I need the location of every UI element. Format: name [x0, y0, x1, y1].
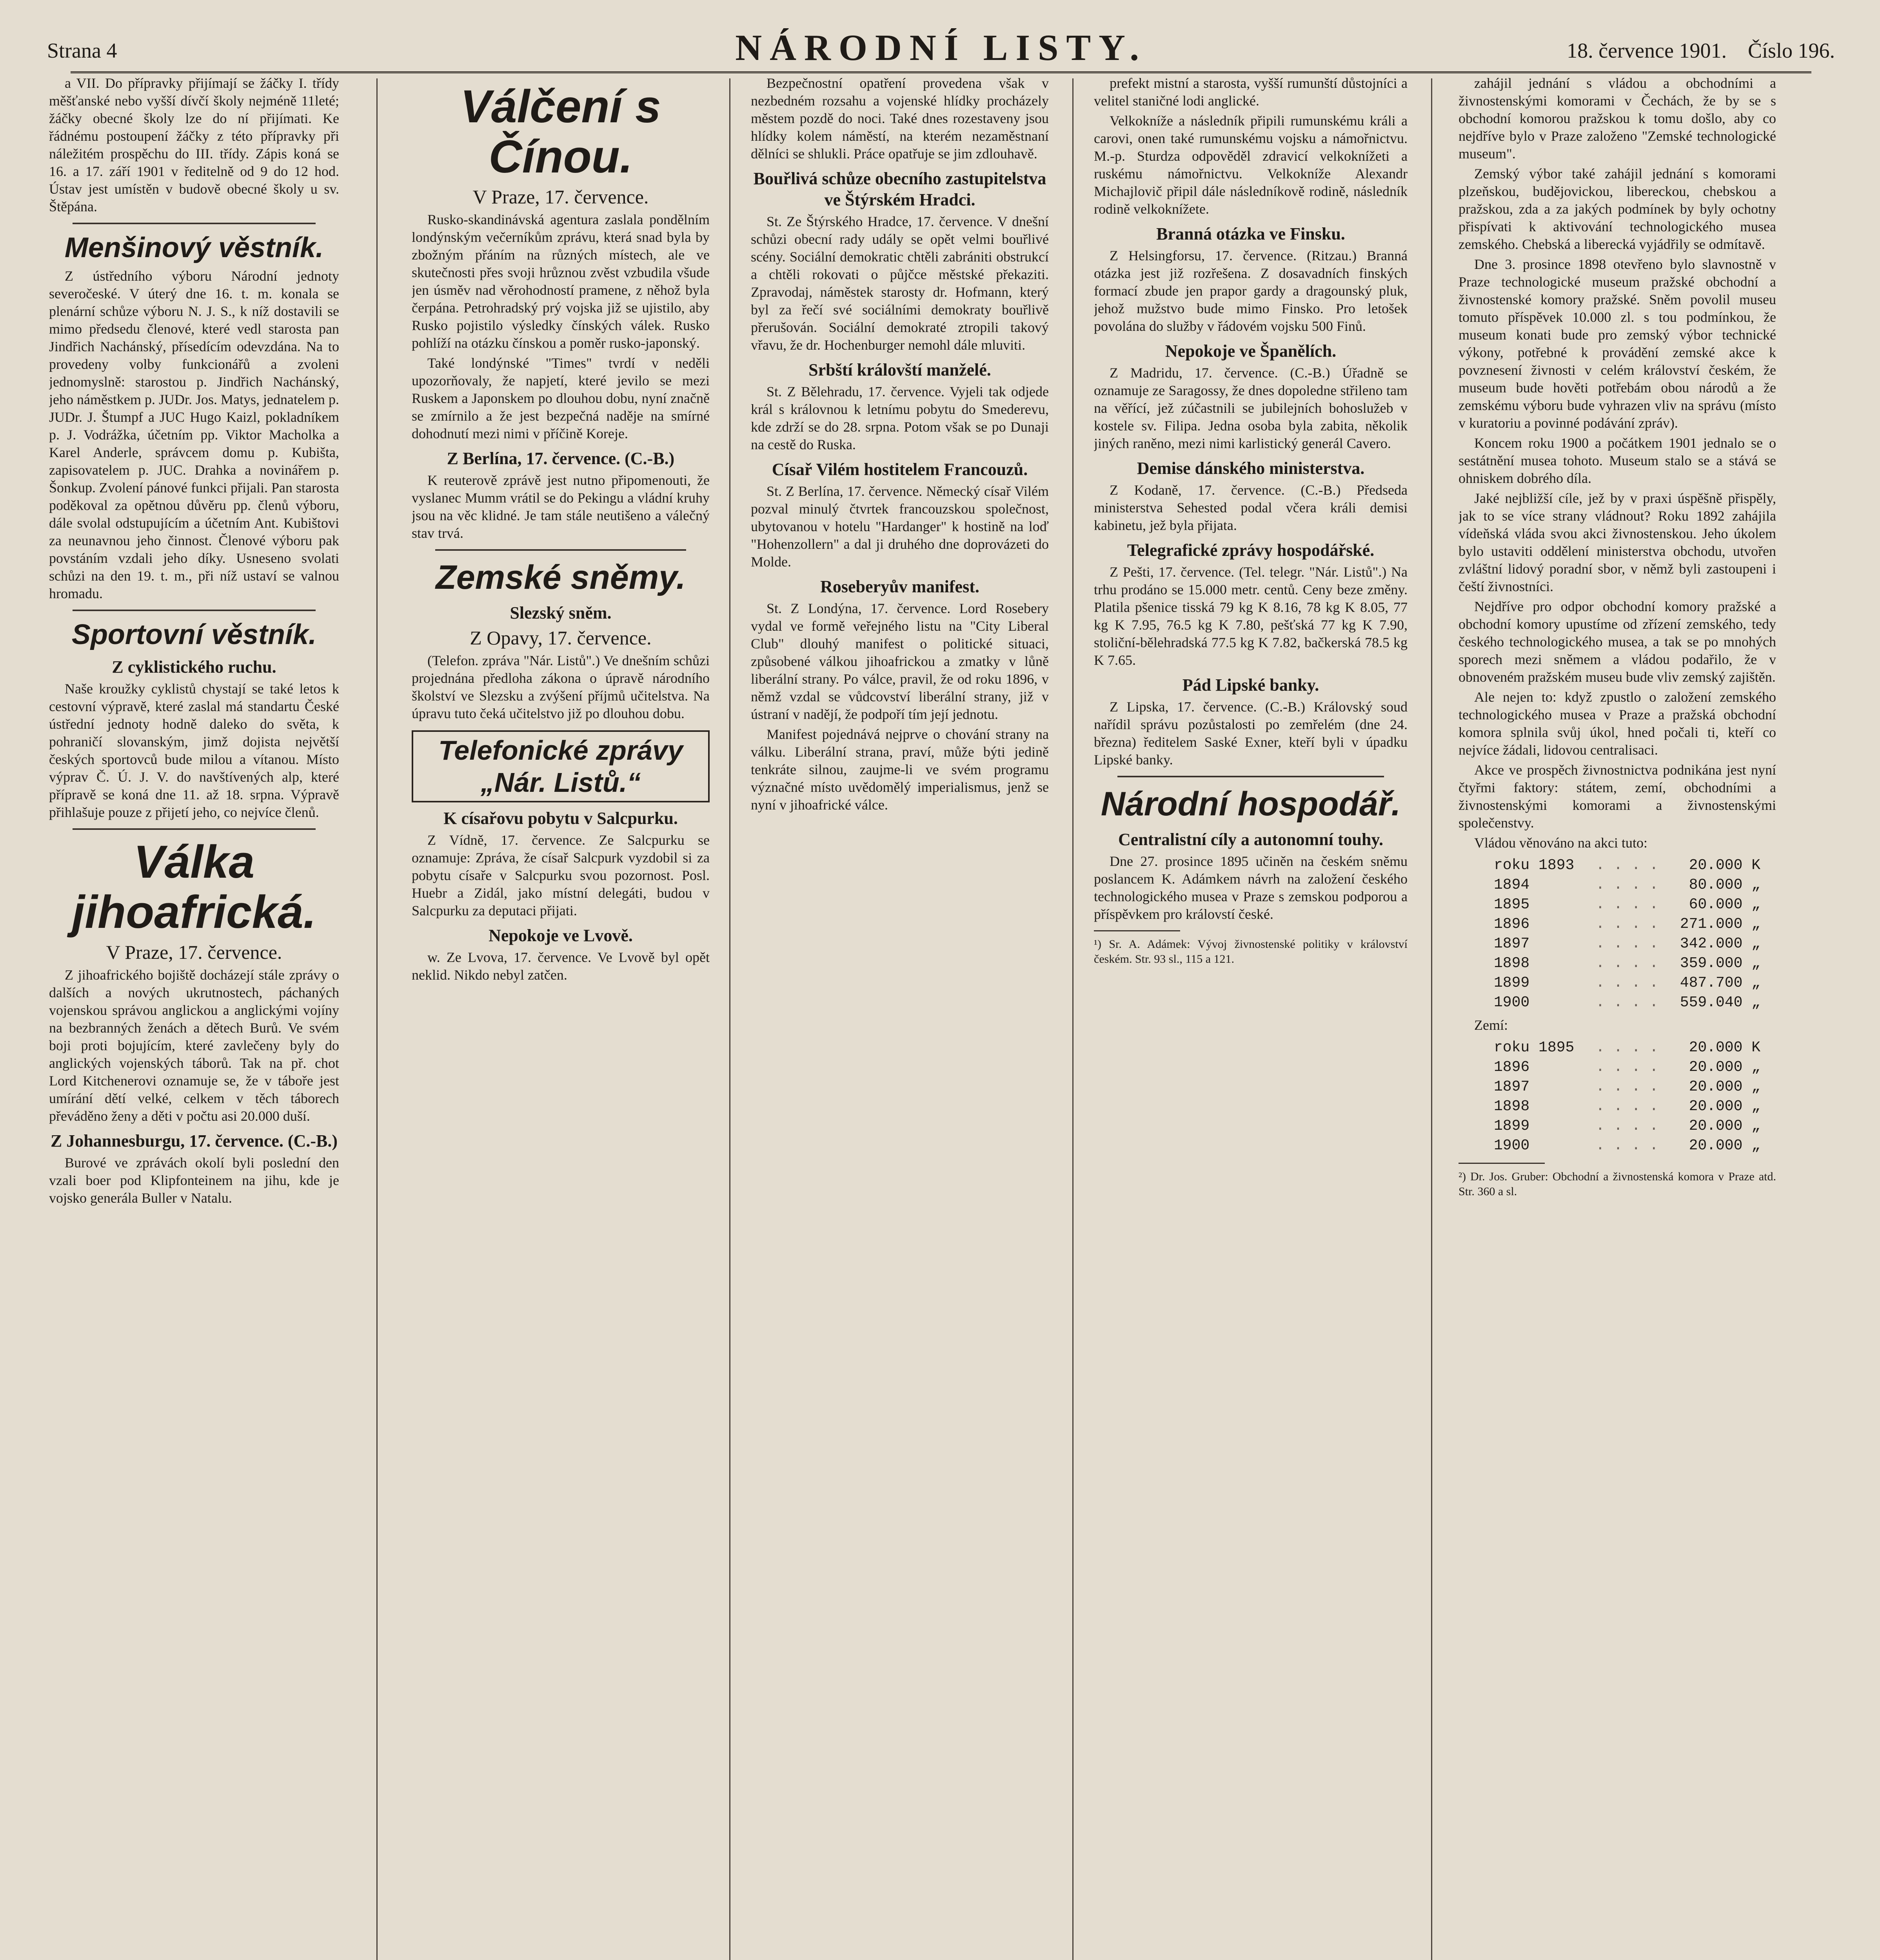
leader-dots: . . . .: [1596, 916, 1658, 933]
article-text: St. Z Berlína, 17. července. Německý císař Vilém pozval minulý čtvrtek francouzskou společnost, ubytovanou v hotelu "Hardanger" k hostině na loď "Hohenzollern" a dal ji druhého dne doprovázeti do Molde.: [751, 483, 1049, 570]
article-text: Z Helsingforsu, 17. července. (Ritzau.) Branná otázka jest již rozřešena. Z dosavadních finských formací zbude jen prapor gardy a dragounský pluk, jehož mužstvo bude mimo Finsko. Pro letošek povolána do služby v řádovém vojsku 500 Finů.: [1094, 248, 1408, 334]
section-heading: Válka jihoafrická.: [72, 836, 316, 938]
article-text: Také londýnské "Times" tvrdí v neděli upozorňovaly, že napjetí, které jevilo se mezi Ruskem a Japonskem po dlouhou dobu, nyní značně se zmírnilo a že jest bezpečná naděje na smírné dohodnutí mezi nimi v příčině Koreje.: [412, 355, 710, 441]
table-year: 1899: [1494, 1118, 1530, 1134]
article-text: zahájil jednání s vládou a obchodními a živnostenskými komorami v Čechách, že by se s obchodní komorou pražskou k tomu došlo, aby co nejdříve bylo v Praze založeno "Zemské technologické museum".: [1459, 75, 1776, 162]
section-rule: [73, 828, 316, 830]
article-subheading: Z Johannesburgu, 17. července. (C.-B.): [50, 1131, 338, 1151]
article-text: St. Z Bělehradu, 17. července. Vyjeli tak odjede král s královnou k letnímu pobytu do Smederevu, kde zdrží se do 28. srpna. Potom však se po Dunaji na cestě do Ruska.: [751, 384, 1049, 452]
masthead-title: NÁRODNÍ LISTY.: [735, 27, 1147, 68]
article-subheading: K císařovu pobytu v Salcpurku.: [443, 809, 678, 828]
article-text: Z jihoafrického bojiště docházejí stále zprávy o dalších a nových ukrutnostech, páchaných vojenskou správou anglickou a anglickými vojíny na bezbranných ženách a dětech Burů. Ve svém boji proti bojujícím, které zavlečeny byly do anglických vojenských táborů. Tak na př. chot Lord Kitchenerovi oznamuje se, že v táboře jest umírání dětí velké, celkem v těch táborech převáděno ženy a děti v počtu asi 20.000 duší.: [49, 967, 339, 1124]
table-year: 1894: [1494, 877, 1530, 893]
table-row: [1494, 875, 1776, 895]
table-amount: 359.000 „: [1680, 955, 1760, 972]
column-1: [49, 74, 339, 1960]
table-year: 1896: [1494, 916, 1530, 933]
section-rule: [1117, 776, 1384, 777]
article-text: Dne 3. prosince 1898 otevřeno bylo slavnostně v Praze technologické museum pražské obchodní a živnostenské komory pražské. Sněm povolil museu tomuto příspěvek 10.000 zl. s tou podmínkou, že museum konati bude pro zemský výbor technické výkony, potřebné k provádění zemské akce k povznesení živnosti v celém království českém, že museum bude hověti potřebám obou národů a že zemskému výboru bude vyhrazen vliv na správu (místo v kuratoriu a povinné podávání zpráv).: [1459, 256, 1776, 431]
table-amount: 20.000 „: [1689, 1098, 1760, 1115]
table-amount: 487.700 „: [1680, 975, 1760, 991]
table-amount: 60.000 „: [1689, 896, 1760, 913]
table-year: 1897: [1494, 935, 1530, 952]
article-text: Z ústředního výboru Národní jednoty severočeské. V úterý dne 16. t. m. konala se plenární schůze výboru N. J. S., k níž dostavili se mimo předsedu členové, které vedl starosta pan Jindřich Nachánský, přísedícím odevzdána. Na to provedeny volby funkcionářů a zvoleni jednomyslně: starostou p. Jindřich Nachánský, jeho náměstkem p. JUDr. Jos. Matys, jednatelem p. JUDr. J. Štumpf a JUC Hugo Kaizl, pokladníkem p. J. Vodrážka, účetním pp. Viktor Macholka a Karel Anderle, správcem domu p. Kubišta, zapisovatelem p. JUC. Drahka a novinářem p. Šonkup. Zvolení pánové funkci přijali. Pan starosta poděkoval za opětnou důvěru pp. členů výboru, dále svolal odstupujícím a účetním Ant. Kubištovi za neunavnou jeho činnost. Členové výboru pak povstáním vzdali jeho díky. Usneseno svolati schůzi na den 19. t. m., při níž ustaví se valnou hromadu.: [49, 268, 339, 601]
leader-dots: . . . .: [1596, 1098, 1658, 1115]
section-heading: Válčení s Čínou.: [460, 81, 661, 183]
article-text: Ale nejen to: když zpustlo o založení zemského technologického musea v Praze a pražská obchodní komora splnila svůj úkol, hned počali ti, kteří co nejvíce žádali, lidovou centralisaci.: [1459, 689, 1776, 758]
leader-dots: . . . .: [1596, 935, 1658, 952]
table-row: [1494, 915, 1776, 934]
dateline: Z Opavy, 17. července.: [470, 627, 652, 649]
table-row: [1494, 856, 1776, 875]
leader-dots: . . . .: [1596, 955, 1658, 972]
footnote: ²) Dr. Jos. Gruber: Obchodní a živnostenská komora v Praze atd. Str. 360 a sl.: [1459, 1170, 1776, 1198]
article-text: Manifest pojednává nejprve o chování strany na válku. Liberální strana, praví, může býti jedině tenkráte silnou, zaujme-li ve svém programu význačné místo uvědomělý imperialismus, jenž se nyní v jihoafrické válce.: [751, 726, 1049, 813]
table-row: [1494, 1097, 1776, 1116]
leader-dots: . . . .: [1596, 857, 1658, 874]
article-subheading: Centralistní cíly a autonomní touhy.: [1118, 830, 1383, 849]
article-subheading: Císař Vilém hostitelem Francouzů.: [772, 460, 1028, 479]
leader-dots: . . . .: [1596, 877, 1658, 893]
column-divider: [729, 78, 730, 1960]
article-text: St. Ze Štýrského Hradce, 17. července. V dnešní schůzi obecní rady udály se opět velmi bouřlivé scény. Sociální demokratic chtěli zabrániti obstrukcí a chtěli rokovati o půjčce městské překaziti. Zpravodaj, náměstek starosty dr. Hofmann, který byl za řečí své sociálními demokraty bouřlivě přerušován. Sociální demokraté ztropili takový vřavu, že dr. Hochenburger nemohl dále mluviti.: [751, 214, 1049, 353]
article-subheading: Branná otázka ve Finsku.: [1156, 224, 1345, 243]
table-year: 1895: [1494, 896, 1530, 913]
table-amount: 20.000 K: [1689, 857, 1760, 874]
header-rule: [71, 71, 1811, 73]
table-row: [1494, 1038, 1776, 1058]
article-subheading: Z cyklistického ruchu.: [112, 657, 276, 677]
article-subheading: Bouřlivá schůze obecního zastupitelstva ve Štýrském Hradci.: [753, 169, 1046, 209]
article-subheading: Nepokoje ve Lvově.: [489, 926, 633, 945]
leader-dots: . . . .: [1596, 1118, 1658, 1134]
table-year: 1897: [1494, 1078, 1530, 1095]
article-text: Rusko-skandinávská agentura zaslala pondělním londýnským večerníkům zprávu, která snad byla by zbožným přáním na různých místech, ale ve skutečnosti přes svoji hrůznou zvěst vzbudila všude jen úsměv nad věrohodností pramene, z něhož byla čerpána. Petrohradský prý vojska již se ujistilo, aby Rusko pojistilo výsledky čínských válek. Rusko pohlíží na otázku čínskou a poměr rusko-japonský.: [412, 212, 710, 351]
leader-dots: . . . .: [1596, 1078, 1658, 1095]
article-text: Burové ve zprávách okolí byli poslední den vzali boer pod Klipfonteinem na jihu, kde je vojsko generála Buller v Natalu.: [49, 1155, 339, 1206]
table-row: [1494, 934, 1776, 954]
article-text: Z Lipska, 17. července. (C.-B.) Královský soud nařídil správu pozůstalosti po zemřelém (dne 24. března) ředitelem Saské Exner, kteří byli v úpadku Lipské banky.: [1094, 699, 1408, 768]
article-text: Z Madridu, 17. července. (C.-B.) Úřadně se oznamuje ze Saragossy, že dnes dopoledne střileno tam na věřící, jež zúčastnili se jubilejních bohoslužeb v kostele sv. Filipa. Jedna osoba byla zabita, několik jiných raněno, mezi nimi karlistický generál Cavero.: [1094, 365, 1408, 451]
article-text: Naše kroužky cyklistů chystají se také letos k cestovní výpravě, které zaslal má standartu České ústřední jednoty hodně daleko do světa, k pohraničí slovanským, jimž dojista největší českých sportovců bude milou a vítanou. Místo výprav Č. Ú. J. V. do navštívených alp, které přípravě se koná dne 11. až 18. srpna. Výpravě přihlašuje pouze z přijetí jeho, co nejvíce členů.: [49, 681, 339, 820]
article-text: Zemský výbor také zahájil jednání s komorami plzeňskou, budějovickou, libereckou, chebskou a pražskou, zda a za jakých podmínek by byly ochotny přispívati k aktivování technologického musea zemského. Chebská a liberecká vyjádřily se odmítavě.: [1459, 166, 1776, 252]
table-row: [1494, 993, 1776, 1013]
footnote-rule: [1459, 1163, 1545, 1164]
article-subheading: Nepokoje ve Španělích.: [1165, 341, 1337, 361]
leader-dots: . . . .: [1596, 994, 1658, 1011]
article-text: w. Ze Lvova, 17. července. Ve Lvově byl opět neklid. Nikdo nebyl zatčen.: [412, 949, 710, 983]
table-row: [1494, 1136, 1776, 1156]
article-text: St. Z Londýna, 17. července. Lord Rosebery vydal ve formě veřejného listu na "City Liberal Club" dlouhý manifest o politické situaci, způsobené válkou jihoafrickou a zmatky v lůně liberální strany. Po válce, pravil, že od roku 1896, v němž vzdal se vůdcovství liberální strany, již v ústraní v nadějí, že podpoří tím její jednotu.: [751, 601, 1049, 722]
issue-number: Číslo 196.: [1747, 39, 1835, 62]
issue-date: [1567, 38, 1835, 63]
article-text: a VII. Do přípravky přijímají se žáčky I. třídy měšťanské nebo vyšší dívčí školy nejméně 11leté; žáčky obecné školy lze do ní přijímati. Ke řádnému postoupení žáčky z této přípravky při náležitém prospěchu do III. třídy. Zápis koná se 16. a 17. září 1901 v ředitelně od 9 do 12 hod. Ústav jest umístěn v budově obecné školy u sv. Štěpána.: [49, 75, 339, 214]
table-year: roku 1895: [1494, 1039, 1575, 1056]
column-3: [751, 74, 1049, 1960]
table-year: 1899: [1494, 975, 1530, 991]
section-heading: Sportovní věstník.: [71, 619, 317, 650]
table-amount: 20.000 K: [1689, 1039, 1760, 1056]
article-text: Z Kodaně, 17. července. (C.-B.) Předseda ministerstva Sehested podal včera králi demisi kabinetu, jež byla přijata.: [1094, 482, 1408, 533]
funding-table-land: [1494, 1038, 1776, 1156]
column-divider: [1072, 78, 1074, 1960]
article-text: Z Vídně, 17. července. Ze Salcpurku se oznamuje: Zpráva, že císař Salcpurk vyzdobil si za pobytu císaře v Salcpurku svou pozornost. Posl. Huebr a Zidál, jako místní delegáti, budou v Salcpurku za deputaci přijati.: [412, 832, 710, 918]
table-amount: 271.000 „: [1680, 916, 1760, 933]
table-title: Vládou věnováno na akci tuto:: [1474, 835, 1647, 851]
leader-dots: . . . .: [1596, 1039, 1658, 1056]
table-amount: 559.040 „: [1680, 994, 1760, 1011]
article-text: Z Pešti, 17. července. (Tel. telegr. "Nár. Listů".) Na trhu prodáno se 15.000 metr. centů. Ceny beze změny. Platila pšenice tisská 79 kg K 8.16, 78 kg K 8.05, 77 kg K 7.95, 76.5 kg K 7.80, pešťská 77 kg K 7.90, stoliční-bělehradská 77.5 kg K 7.82, bačkerská 78.5 kg K 7.65.: [1094, 564, 1408, 668]
dateline: V Praze, 17. července.: [472, 186, 649, 208]
article-text: Nejdříve pro odpor obchodní komory pražské a obchodní komory upustíme od zřízení zemského, tedy českého technologického musea, a tak se po mnohých sporech mezi sněmem a vládou podařilo, že v obnoveném pražském museu bude vliv zemský zajištěn.: [1459, 599, 1776, 685]
page-number: Strana 4: [47, 39, 117, 62]
section-heading-boxed: Telefonické zprávy „Nár. Listů.“: [412, 730, 710, 802]
column-divider: [376, 78, 378, 1960]
table-year: 1900: [1494, 1137, 1530, 1154]
article-subheading: Pád Lipské banky.: [1182, 675, 1319, 695]
table-amount: 342.000 „: [1680, 935, 1760, 952]
section-heading: Menšinový věstník.: [64, 232, 324, 263]
article-text: K reuterově zprávě jest nutno připomenouti, že vyslanec Mumm vrátil se do Pekingu a vládní kruhy jsou na věc klidné. Je tam stále neutišeno a válečný stav trvá.: [412, 472, 710, 541]
table-amount: 20.000 „: [1689, 1059, 1760, 1076]
table-year: 1896: [1494, 1059, 1530, 1076]
column-divider: [1431, 78, 1432, 1960]
column-4: [1094, 74, 1408, 1960]
section-heading: Zemské sněmy.: [436, 559, 686, 596]
table-row: [1494, 973, 1776, 993]
table-year: roku 1893: [1494, 857, 1575, 874]
article-subheading: Slezský sněm.: [510, 603, 612, 622]
footnote: ¹) Sr. A. Adámek: Vývoj živnostenské politiky v království českém. Str. 93 sl., 115 a 121.: [1094, 938, 1408, 965]
leader-dots: . . . .: [1596, 1059, 1658, 1076]
article-text: Bezpečnostní opatření provedena však v nezbedném rozsahu a vojenské hlídky procházely městem pozdě do noci. Také dnes rozestaveny jsou hlídky kolem náměstí, na kterém nezaměstnaní dělníci se shlukli. Práce opatřuje se jim zdlouhavě.: [751, 75, 1049, 162]
footnote-rule: [1094, 930, 1180, 931]
table-row: [1494, 1077, 1776, 1097]
masthead-bar: [47, 16, 1835, 67]
article-text: (Telefon. zpráva "Nár. Listů".) Ve dnešním schůzi projednána předloha zákona o úpravě národního školství ve Slezsku a zvýšení příjmů učitelstva. Na úpravu tuto čeká učitelstvo již po dlouhou dobu.: [412, 653, 710, 721]
section-rule: [73, 223, 316, 224]
table-amount: 20.000 „: [1689, 1137, 1760, 1154]
table-amount: 20.000 „: [1689, 1078, 1760, 1095]
article-text: Velkokníže a následník připili rumunskému králi a carovi, onen také rumunskému vojsku a námořnictvu. M.-p. Sturdza odpověděl zdravicí velkoknížeti a ruskému námořnictvu. Velkokníže Alexandr Michajlovič připil dále následníkově rodině, následník rodině velkoknížete.: [1094, 113, 1408, 217]
table-amount: 80.000 „: [1689, 877, 1760, 893]
table-row: [1494, 1116, 1776, 1136]
article-text: prefekt mistní a starosta, vyšší rumunští důstojníci a velitel staničné lodi anglické.: [1094, 75, 1408, 109]
section-rule: [73, 610, 316, 611]
table-row: [1494, 954, 1776, 973]
table-year: 1900: [1494, 994, 1530, 1011]
section-heading: Národní hospodář.: [1101, 785, 1401, 823]
column-5: [1459, 74, 1776, 1960]
column-2: [412, 74, 710, 1960]
article-text: Koncem roku 1900 a počátkem 1901 jednalo se o sestátnění musea tohoto. Museum stalo se a stává se ohniskem dobrého díla.: [1459, 435, 1776, 486]
table-title: Zemí:: [1474, 1017, 1508, 1033]
leader-dots: . . . .: [1596, 975, 1658, 991]
article-subheading: Srbští královští manželé.: [808, 360, 991, 379]
funding-table-state: [1494, 856, 1776, 1013]
section-rule: [435, 549, 686, 551]
article-subheading: Telegrafické zprávy hospodářské.: [1127, 541, 1375, 560]
article-subheading: Roseberyův manifest.: [820, 577, 979, 596]
table-year: 1898: [1494, 955, 1530, 972]
article-subheading: Demise dánského ministerstva.: [1137, 459, 1365, 478]
table-amount: 20.000 „: [1689, 1118, 1760, 1134]
table-row: [1494, 1058, 1776, 1077]
leader-dots: . . . .: [1596, 896, 1658, 913]
article-subheading: Z Berlína, 17. července. (C.-B.): [447, 449, 675, 468]
article-text: Dne 27. prosince 1895 učiněn na českém sněmu poslancem K. Adámkem návrh na založení českého technologického musea v Praze s zemskou podporou a příspěvkem pro královstí české.: [1094, 853, 1408, 922]
article-text: Akce ve prospěch živnostnictva podnikána jest nyní čtyřmi faktory: státem, zemí, obchodními a živnostenskými komorami a živnostenskými společenstvy.: [1459, 762, 1776, 831]
article-text: Jaké nejbližší cíle, jež by v praxi úspěšně přispěly, jak to se více strany vládnout? Roku 1892 zahájila vídeňská vláda svou akci živnostenskou. Jeho úkolem bylo ustaviti oddělení ministerstva obchodu, utvořen zvláštní lidový poradní sbor, v němž byli zastoupeni i čeští živnostníci.: [1459, 490, 1776, 594]
leader-dots: . . . .: [1596, 1137, 1658, 1154]
table-year: 1898: [1494, 1098, 1530, 1115]
table-row: [1494, 895, 1776, 915]
dateline: V Praze, 17. července.: [106, 941, 282, 963]
date: 18. července 1901.: [1567, 39, 1727, 62]
